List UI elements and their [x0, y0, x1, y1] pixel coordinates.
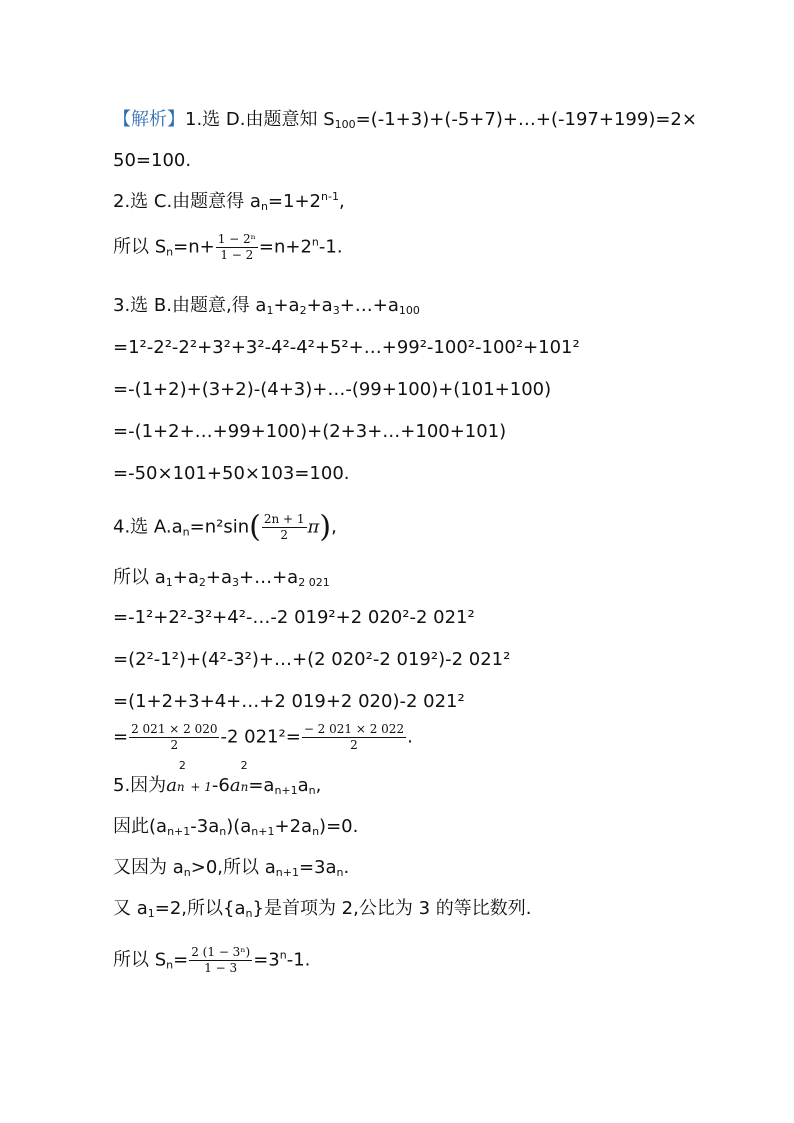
fraction: $\frac{\text{1 − 2ⁿ}}{1 - 2}$ [217, 232, 256, 262]
line-2: 50=100. [113, 150, 192, 171]
line-3: 2.选 C.由题意得 $a_n=1+2^{n-1}$, [113, 190, 345, 213]
line-18: 又因为 $a_n>0$,所以 $a_{n+1}=3a_n$. [113, 857, 350, 879]
line-5: 3.选 B.由题意,得 $a_1+a_2+a_3+\dots+a_{100}$ [113, 295, 420, 317]
line-19: 又 $a_1=2$,所以$\{a_n\}$是首项为 2,公比为 3 的等比数列. [113, 898, 532, 920]
fraction: $\frac{2n + 1}{2}$ [263, 512, 305, 542]
fraction: $\frac{\text{2 (1 − 3ⁿ)}}{1 - 3}$ [191, 945, 251, 975]
fraction: $\frac{2 021 \times 2 020}{2}$ [131, 722, 218, 752]
line-9: =-50×101+50×103=100. [113, 463, 350, 484]
line-16: 5.因为a 2 n + 1-6a 2 $n=a_{n+1}a_n$, [113, 759, 322, 797]
line-4: 所以 $S_n=n+$ $\frac{\text{1 − 2ⁿ}}{1 - 2}$ $=n+2^n-1$. [113, 232, 343, 262]
fraction: $\frac{- 2 021 \times 2 022}{2}$ [303, 722, 405, 752]
line-7: =-(1+2)+(3+2)-(4+3)+…-(99+100)+(101+100) [113, 379, 552, 400]
line-10: 4.选 $A.a_n=n^2\sin$( $\frac{2n + 1}{2}$ π), [113, 509, 337, 545]
line-11: 所以 $a_1+a_2+a_3+\dots+a_{2 021}$ [113, 567, 330, 589]
line-14: =(1+2+3+4+…+2 019+2 020)-2 021² [113, 691, 465, 712]
line-1: 【解析】1.选 D.由题意知 $S_{100}=(-1+3)+(-5+7)+\dots+(-197+199)=2\times$ [113, 109, 697, 131]
line-12: =-1²+2²-3²+4²-…-2 019²+2 020²-2 021² [113, 607, 475, 628]
line-15: = $\frac{2 021 \times 2 020}{2}$ -2 021²= $\frac{- 2 021 \times 2 022}{2}$ . [113, 722, 413, 752]
line-17: 因此$(a_{n+1}-3a_n)(a_{n+1}+2a_n)=0$. [113, 816, 359, 838]
analysis-label: 【解析】 [113, 109, 185, 130]
line-6: =1²-2²-2²+3²+3²-4²-4²+5²+…+99²-100²-100²+101² [113, 337, 580, 358]
line-13: =(2²-1²)+(4²-3²)+…+(2 020²-2 019²)-2 021² [113, 649, 511, 670]
line-8: =-(1+2+…+99+100)+(2+3+…+100+101) [113, 421, 507, 442]
line-20: 所以 $S_n=$ $\frac{\text{2 (1 − 3ⁿ)}}{1 - 3}$ $=3^n-1$. [113, 945, 311, 975]
